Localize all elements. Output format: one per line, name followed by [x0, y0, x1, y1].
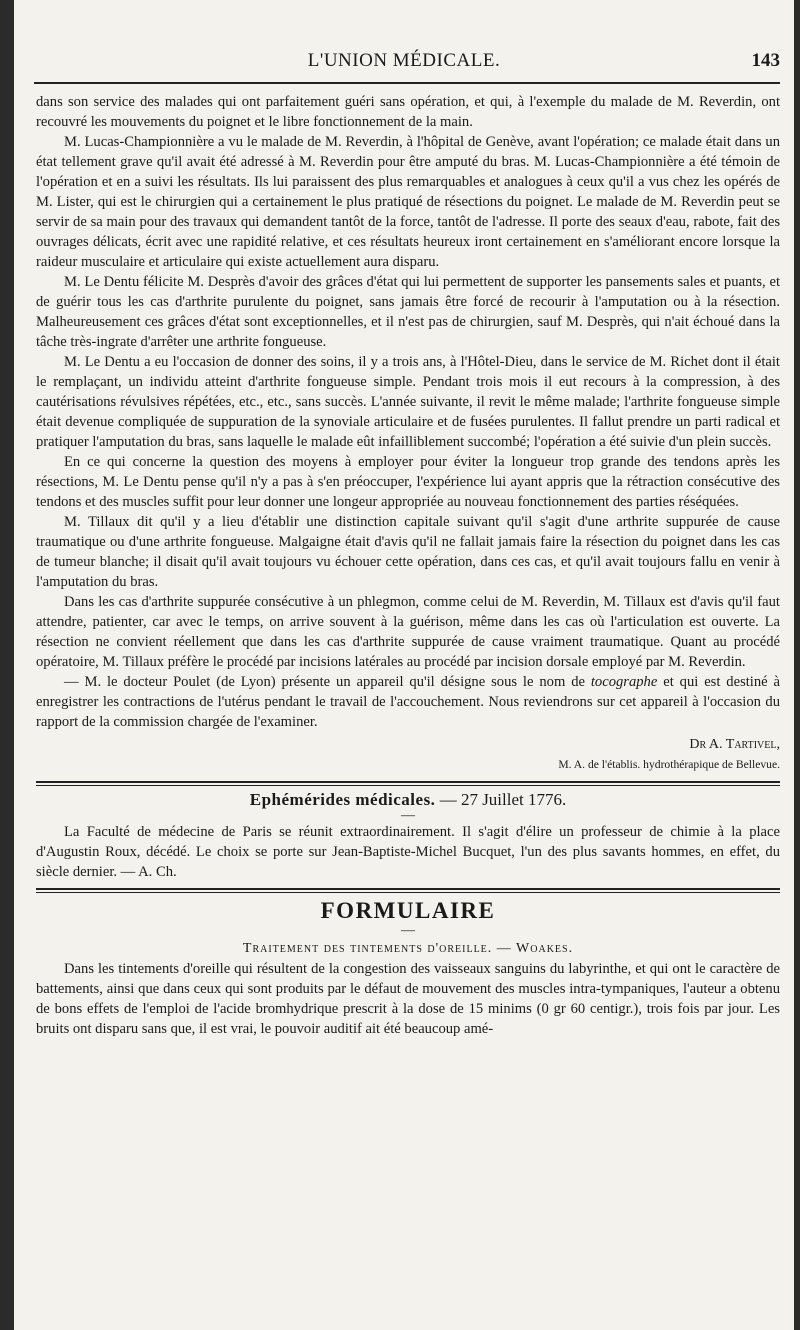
running-header	[14, 50, 794, 76]
paragraph-poulet	[36, 672, 780, 732]
paragraph: Dans les cas d'arthrite suppurée consécutive à un phlegmon, comme celui de M. Reverdin, M. Tillaux est d'avis qu'il faut attendre, patienter, car avec le temps, on arrive souvent à la guérison, même dans les cas où l'articulation est ouverte. La résection ne convient réellement que dans les cas d'arthrite suppurée de cause vraiment traumatique. Quant au procédé opératoire, M. Tillaux préfère le procédé par incisions latérales au procédé par incision dorsale employé par M. Reverdin.	[36, 594, 780, 670]
poulet-text-end: et qui est destiné à enregistrer les contractions de l'utérus pendant le travail de l'accouchement. Nous reviendrons sur cet appareil à l'occasion du rapport de la commission chargée de l'examiner.	[36, 674, 780, 730]
section-divider	[36, 781, 780, 786]
page-number: 143	[751, 50, 780, 71]
ephemerides-text: La Faculté de médecine de Paris se réunit extraordinairement. Il s'agit d'élire un professeur de chimie à la place d'Augustin Roux, décédé. Le choix se porte sur Jean-Baptiste-Michel Bucquet, l'un des plus savants hommes, en effet, du siècle dernier. — A. Ch.	[36, 824, 780, 880]
paragraph: M. Le Dentu a eu l'occasion de donner des soins, il y a trois ans, à l'Hôtel-Dieu, dans le service de M. Richet dont il était le remplaçant, un individu atteint d'arthrite fongueuse simple. Pendant trois mois il eut recours à la compression, à des cautérisations révulsives répétées, etc., etc., sans succès. L'année suivante, il revit le même malade; l'arthrite fongueuse simple était devenue compliquée de suppuration de la synoviale articulaire et de fusées purulentes. Il fallut prendre un parti radical et pratiquer l'amputation du bras, sans laquelle le malade eût infailliblement succombé; l'opération a été suivie d'un plein succès.	[36, 354, 780, 450]
header-rule	[34, 82, 780, 84]
signature-affiliation: M. A. de l'établis. hydrothérapique de Bellevue.	[558, 758, 780, 771]
paragraph: dans son service des malades qui ont parfaitement guéri sans opération, et qui, à l'exemple du malade de M. Reverdin, ont recouvré les mouvements du poignet et le libre fonctionnement de la main.	[36, 94, 780, 130]
tocographe-term: tocographe	[590, 674, 658, 690]
paragraph: En ce qui concerne la question des moyens à employer pour éviter la longueur trop grande des tendons après les résections, M. Le Dentu pense qu'il n'y a pas à s'en préoccuper, l'expérience lui ayant appris que la rétraction consécutive des tendons et des muscles suffit pour leur donner une longeur appropriée au nouveau fonctionnement des parties réséquées.	[36, 454, 780, 510]
paragraph: M. Tillaux dit qu'il y a lieu d'établir une distinction capitale suivant qu'il s'agit d'une arthrite suppurée de cause traumatique ou d'une arthrite fongueuse. Malgaigne était d'avis qu'il ne fallait jamais faire la résection du poignet dans les cas de tumeur blanche; il disait qu'il avait toujours vu échouer cette opération, dans ces cas, et qu'il avait toujours fallu en venir à l'amputation du bras.	[36, 514, 780, 590]
formulaire-heading: FORMULAIRE	[320, 898, 496, 923]
paragraph: M. Lucas-Championnière a vu le malade de M. Reverdin, à l'hôpital de Genève, avant l'opération; ce malade était dans un état tellement grave qu'il avait été adressé à M. Reverdin pour être amputé du bras. M. Lucas-Championnière a été témoin de l'opération et en a suivi les résultats. Ils lui paraissent des plus remarquables et analogues à ceux qu'il a vus chez les opérés de M. Lister, qui est le chirurgien qui a certainement le plus pratiqué de résections du poignet. Le malade de M. Reverdin peut se servir de sa main pour des travaux qui demandent tantôt de la force, tantôt de l'adresse. Il porte des seaux d'eau, rabote, fait des ouvrages délicats, écrit avec une rapidité relative, et ces résultats heureux iront certainement en s'améliorant encore lorsque la raideur musculaire et articulaire qui existe actuellement aura disparu.	[36, 134, 780, 270]
formulaire-text: Dans les tintements d'oreille qui résultent de la congestion des vaisseaux sanguins du labyrinthe, et qui ont le caractère de battements, ainsi que dans ceux qui sont produits par le défaut de mouvement des muscles intra-tympaniques, l'auteur a obtenu de bons effets de l'emploi de l'acide bromhydrique prescrit à la dose de 15 minims (0 gr 60 centigr.), trois fois par jour. Les bruits ont disparu sans que, il est vrai, le pouvoir auditif ait été beaucoup amé-	[36, 961, 780, 1037]
paragraph: M. Le Dentu félicite M. Desprès d'avoir des grâces d'état qui lui permettent de supporter les pansements sales et puants, et de guérir tous les cas d'arthrite purulente du poignet, sans jamais être forcé de recourir à l'amputation ou à la résection. Malheureusement ces grâces d'état sont exceptionnelles, et il n'est pas de chirurgien, sauf M. Desprès, qui n'ait échoué dans la tâche très-ingrate d'arrêter une arthrite fongueuse.	[36, 274, 780, 350]
journal-page	[14, 0, 794, 1330]
ephemerides-dash: —	[401, 808, 415, 823]
section-divider	[36, 888, 780, 893]
signature-name: Dr A. Tartivel,	[689, 737, 780, 752]
poulet-text: — M. le docteur Poulet (de Lyon) présente un appareil qu'il désigne sous le nom de	[64, 674, 591, 690]
formulaire-dash: —	[401, 923, 415, 938]
article-body	[36, 92, 780, 1039]
journal-title: L'UNION MÉDICALE.	[307, 50, 501, 71]
ephemerides-heading: Ephémérides médicales. — 27 Juillet 1776.	[249, 790, 567, 809]
formulaire-subtitle: Traitement des tintements d'oreille. — Woakes.	[242, 941, 574, 956]
